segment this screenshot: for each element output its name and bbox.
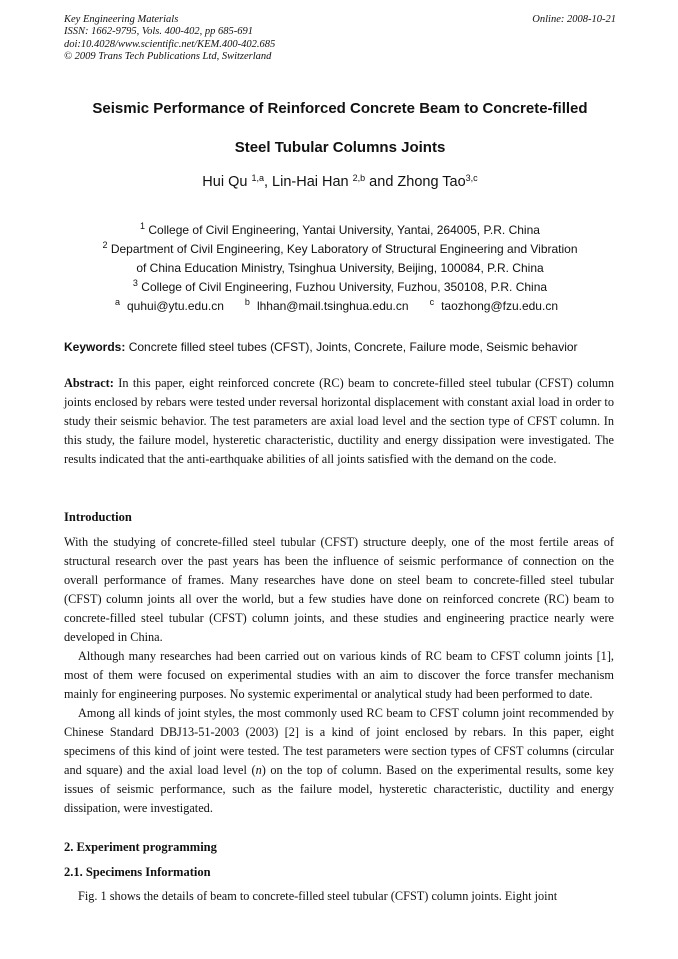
author-1-sup: 1,a bbox=[251, 173, 264, 184]
journal-header bbox=[64, 14, 616, 64]
intro-paragraph-3 bbox=[64, 704, 614, 818]
affiliation-1 bbox=[60, 221, 620, 240]
doi-line: doi:10.4028/www.scientific.net/KEM.400-402.685 bbox=[64, 38, 276, 50]
author-2-sup: 2,b bbox=[352, 173, 366, 184]
abstract bbox=[64, 374, 614, 469]
journal-name: Key Engineering Materials bbox=[64, 14, 179, 25]
intro-paragraph-1: With the studying of concrete-filled steel tubular (CFST) structure deeply, one of the most fertile areas of structural research over the past years has been the influence of seismic performance of connection on the overall performance of frames. Many researches have done on steel beam to concrete-filled steel tubular (CFST) column joints all over the world, but a few studies have done on reinforced concrete (RC) beam to concrete-filled steel tubular (CFST) column joints, and these studies and engineering practice nearly were developed in China. bbox=[64, 535, 614, 644]
keywords bbox=[64, 340, 624, 354]
email-c-text: taozhong@fzu.edu.cn bbox=[441, 299, 558, 313]
email-b-text: lhhan@mail.tsinghua.edu.cn bbox=[256, 299, 409, 313]
author-list bbox=[64, 174, 616, 190]
email-list bbox=[60, 297, 620, 316]
title-line-2: Steel Tubular Columns Joints bbox=[234, 139, 446, 156]
affiliation-2-mark: 2 bbox=[102, 240, 108, 251]
intro-paragraph-3-b: ) on the top of column. Based on the experimental results, some key issues of seismic performance, such as the failure model, hysteretic characteristic, ductility and energy dissipation, were investigated. bbox=[64, 763, 614, 815]
email-c[interactable] bbox=[430, 299, 565, 313]
affiliation-1-mark: 1 bbox=[140, 221, 146, 232]
affiliations bbox=[60, 221, 620, 316]
email-b[interactable] bbox=[245, 299, 416, 313]
introduction-body bbox=[64, 533, 614, 818]
keywords-text: Concrete filled steel tubes (CFST), Joints, Concrete, Failure mode, Seismic behavior bbox=[125, 340, 578, 354]
author-3-sup: 3,c bbox=[465, 173, 478, 184]
affiliation-2-text: Department of Civil Engineering, Key Laboratory of Structural Engineering and Vibration bbox=[107, 242, 578, 256]
abstract-label: Abstract: bbox=[64, 376, 114, 390]
keywords-label: Keywords: bbox=[64, 340, 126, 354]
issn-line: ISSN: 1662-9795, Vols. 400-402, pp 685-691 bbox=[64, 26, 253, 38]
author-1: Hui Qu bbox=[202, 174, 252, 190]
intro-paragraph-3-a: Among all kinds of joint styles, the most commonly used RC beam to CFST column joint recommended by Chinese Standard DBJ13-51-2003 (2003) [2] is a kind of joint enclosed by rebars. In this paper, eight specimens of this kind of joint were tested. The test parameters were section types of CFST columns (circular and square) and the axial load level ( bbox=[64, 706, 614, 777]
affiliation-3-text: College of Civil Engineering, Fuzhou University, Fuzhou, 350108, P.R. China bbox=[137, 280, 548, 294]
title-line-1: Seismic Performance of Reinforced Concrete Beam to Concrete-filled bbox=[92, 100, 588, 117]
paper-title bbox=[64, 89, 616, 167]
email-a[interactable] bbox=[115, 299, 231, 313]
email-b-mark: b bbox=[244, 297, 250, 308]
affiliation-3-mark: 3 bbox=[132, 278, 138, 289]
copyright-line: © 2009 Trans Tech Publications Ltd, Switzerland bbox=[64, 51, 272, 63]
introduction-heading: Introduction bbox=[64, 510, 132, 524]
section-2-heading: 2. Experiment programming bbox=[64, 840, 217, 854]
section-2-1-heading: 2.1. Specimens Information bbox=[64, 865, 211, 879]
intro-paragraph-2: Although many researches had been carried out on various kinds of RC beam to CFST column joints [1], most of them were focused on experimental studies with an aim to discover the force transfer mechanism mainly for engineering purposes. No systemic experimental or analytical study had been performed to date. bbox=[64, 649, 614, 701]
abstract-text: In this paper, eight reinforced concrete (RC) beam to concrete-filled steel tubular (CFST) column joints enclosed by rebars were tested under reversal horizontal displacement with constant axial load in order to study their seismic behavior. The test parameters are axial load level and the section type of CFST column. In this study, the failure model, hysteretic characteristic, ductility and energy dissipation were investigated. The results indicated that the anti-earthquake abilities of all joints satisfied with the demand on the code. bbox=[64, 376, 614, 466]
affiliation-1-text: College of Civil Engineering, Yantai University, Yantai, 264005, P.R. China bbox=[145, 223, 540, 237]
email-a-mark: a bbox=[114, 297, 120, 308]
online-date: Online: 2008-10-21 bbox=[532, 14, 616, 25]
affiliation-2 bbox=[60, 240, 620, 259]
affiliation-2-cont: of China Education Ministry, Tsinghua University, Beijing, 100084, P.R. China bbox=[136, 261, 544, 275]
email-c-mark: c bbox=[429, 297, 435, 308]
author-2: , Lin-Hai Han bbox=[263, 174, 353, 190]
axial-load-symbol: n bbox=[255, 763, 262, 777]
author-3: and Zhong Tao bbox=[365, 174, 466, 190]
affiliation-3 bbox=[60, 278, 620, 297]
email-a-text: quhui@ytu.edu.cn bbox=[127, 299, 224, 313]
section-2-1-text: Fig. 1 shows the details of beam to concrete-filled steel tubular (CFST) column joints. Eight joint bbox=[78, 889, 558, 903]
